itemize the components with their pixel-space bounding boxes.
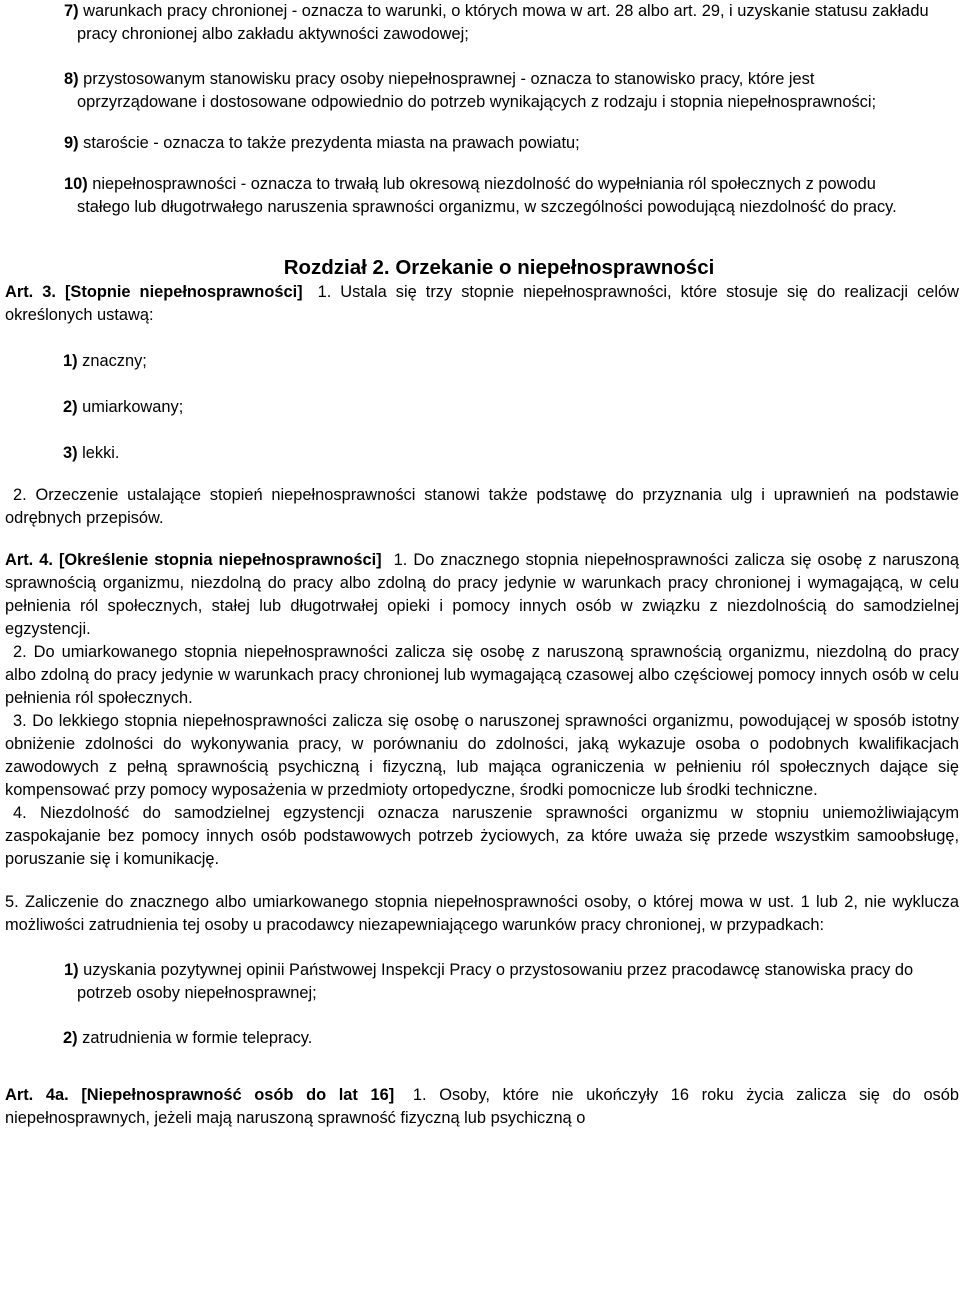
item-number: 1) — [64, 961, 79, 979]
item-text: lekki. — [82, 444, 120, 462]
definition-7 — [5, 0, 933, 46]
article-label: Art. 4a. — [5, 1086, 69, 1104]
definition-number: 8) — [64, 70, 79, 88]
definition-number: 10) — [64, 175, 88, 193]
definition-text: warunkach pracy chronionej - oznacza to warunki, o których mowa w art. 28 albo art. 29, i uzyskanie statusu zakładu pracy chronionej albo zakładu aktywności zawodowej; — [77, 2, 929, 43]
art4a-paragraph-1 — [5, 1084, 959, 1130]
art4-paragraph-4: 4. Niezdolność do samodzielnej egzystencji oznacza naruszenie sprawności organizmu w stopniu uniemożliwiającym zaspokajanie bez pomocy innych osób podstawowych potrzeb życiowych, za które uważa się przede wszystkim samoobsługę, poruszanie się i komunikację. — [5, 804, 959, 868]
paragraph-text: 1. Osoby, które nie ukończyły 16 roku życia zalicza się do osób niepełnosprawnych, jeżeli mają naruszoną sprawność fizyczną lub psychiczną o — [5, 1086, 959, 1127]
chapter-title: Rozdział 2. Orzekanie o niepełnosprawności — [283, 256, 715, 279]
article-heading: [Niepełnosprawność osób do lat 16] — [81, 1086, 395, 1104]
paragraph-text: 1. Ustala się trzy stopnie niepełnosprawności, które stosuje się do realizacji celów określonych ustawą: — [5, 283, 959, 324]
art4-item-1 — [5, 959, 959, 1005]
item-number: 3) — [63, 444, 78, 462]
art3-paragraph-2: 2. Orzeczenie ustalające stopień niepełnosprawności stanowi także podstawę do przyznania ulg i uprawnień na podstawie odrębnych przepisów. — [5, 486, 959, 527]
definition-10 — [5, 173, 933, 219]
item-text: zatrudnienia w formie telepracy. — [82, 1029, 313, 1047]
article-label: Art. 4. — [5, 551, 53, 569]
art3-paragraph-1 — [5, 281, 959, 327]
art3-item-2 — [5, 396, 959, 419]
definition-9 — [5, 132, 933, 155]
art4-item-2 — [5, 1027, 959, 1050]
item-number: 2) — [63, 398, 78, 416]
item-text: umiarkowany; — [82, 398, 184, 416]
art4-paragraph-1 — [5, 549, 959, 641]
paragraph-text: 1. Do znacznego stopnia niepełnosprawności zalicza się osobę z naruszoną sprawnością organizmu, niezdolną do pracy albo zdolną do pracy jedynie w warunkach pracy chronionej i wymagającą, w celu pełnienia ról społecznych, stałej lub długotrwałej opieki i pomocy innych osób w związku z niezdolnością do samodzielnej egzystencji. — [5, 551, 959, 638]
art4-paragraph-3: 3. Do lekkiego stopnia niepełnosprawności zalicza się osobę o naruszonej sprawności organizmu, powodującej w sposób istotny obniżenie zdolności do wykonywania pracy, w porównaniu do zdolności, jaką wykazuje osoba o podobnych kwalifikacjach zawodowych z pełną sprawnością psychiczną i fizyczną, lub mająca ograniczenia w pełnieniu ról społecznych dające się kompensować przy pomocy wyposażenia w przedmioty ortopedyczne, środki pomocnicze lub środki techniczne. — [5, 712, 959, 799]
art4-paragraph-5: 5. Zaliczenie do znacznego albo umiarkowanego stopnia niepełnosprawności osoby, o której mowa w ust. 1 lub 2, nie wyklucza możliwości zatrudnienia tej osoby u pracodawcy niezapewniającego warunków pracy chronionej, w przypadkach: — [5, 893, 959, 934]
item-text: znaczny; — [82, 352, 147, 370]
article-label: Art. 3. — [5, 283, 56, 301]
definition-number: 9) — [64, 134, 79, 152]
art3-item-3 — [5, 442, 959, 465]
definition-number: 7) — [64, 2, 79, 20]
article-heading: [Określenie stopnia niepełnosprawności] — [58, 551, 382, 569]
item-text: uzyskania pozytywnej opinii Państwowej Inspekcji Pracy o przystosowaniu przez pracodawcę stanowiska pracy do potrzeb osoby niepełnosprawnej; — [77, 961, 914, 1002]
art3-item-1 — [5, 350, 959, 373]
art4-paragraph-2: 2. Do umiarkowanego stopnia niepełnosprawności zalicza się osobę z naruszoną sprawnością organizmu, niezdolną do pracy albo zdolną do pracy jedynie w warunkach pracy chronionej lub wymagającą czasowej albo częściowej pomocy innych osób w celu pełnienia ról społecznych. — [5, 643, 959, 707]
item-number: 2) — [63, 1029, 78, 1047]
article-heading: [Stopnie niepełnosprawności] — [64, 283, 303, 301]
definition-8 — [5, 68, 933, 114]
definition-text: niepełnosprawności - oznacza to trwałą lub okresową niezdolność do wypełniania ról społecznych z powodu stałego lub długotrwałego naruszenia sprawności organizmu, w szczególności powodującą niezdolność do pracy. — [77, 175, 897, 216]
item-number: 1) — [63, 352, 78, 370]
definition-text: staroście - oznacza to także prezydenta miasta na prawach powiatu; — [83, 134, 580, 152]
definition-text: przystosowanym stanowisku pracy osoby niepełnosprawnej - oznacza to stanowisko pracy, które jest oprzyrządowane i dostosowane odpowiednio do potrzeb wynikających z rodzaju i stopnia niepełnosprawności; — [77, 70, 877, 111]
document-page — [5, 0, 959, 1130]
